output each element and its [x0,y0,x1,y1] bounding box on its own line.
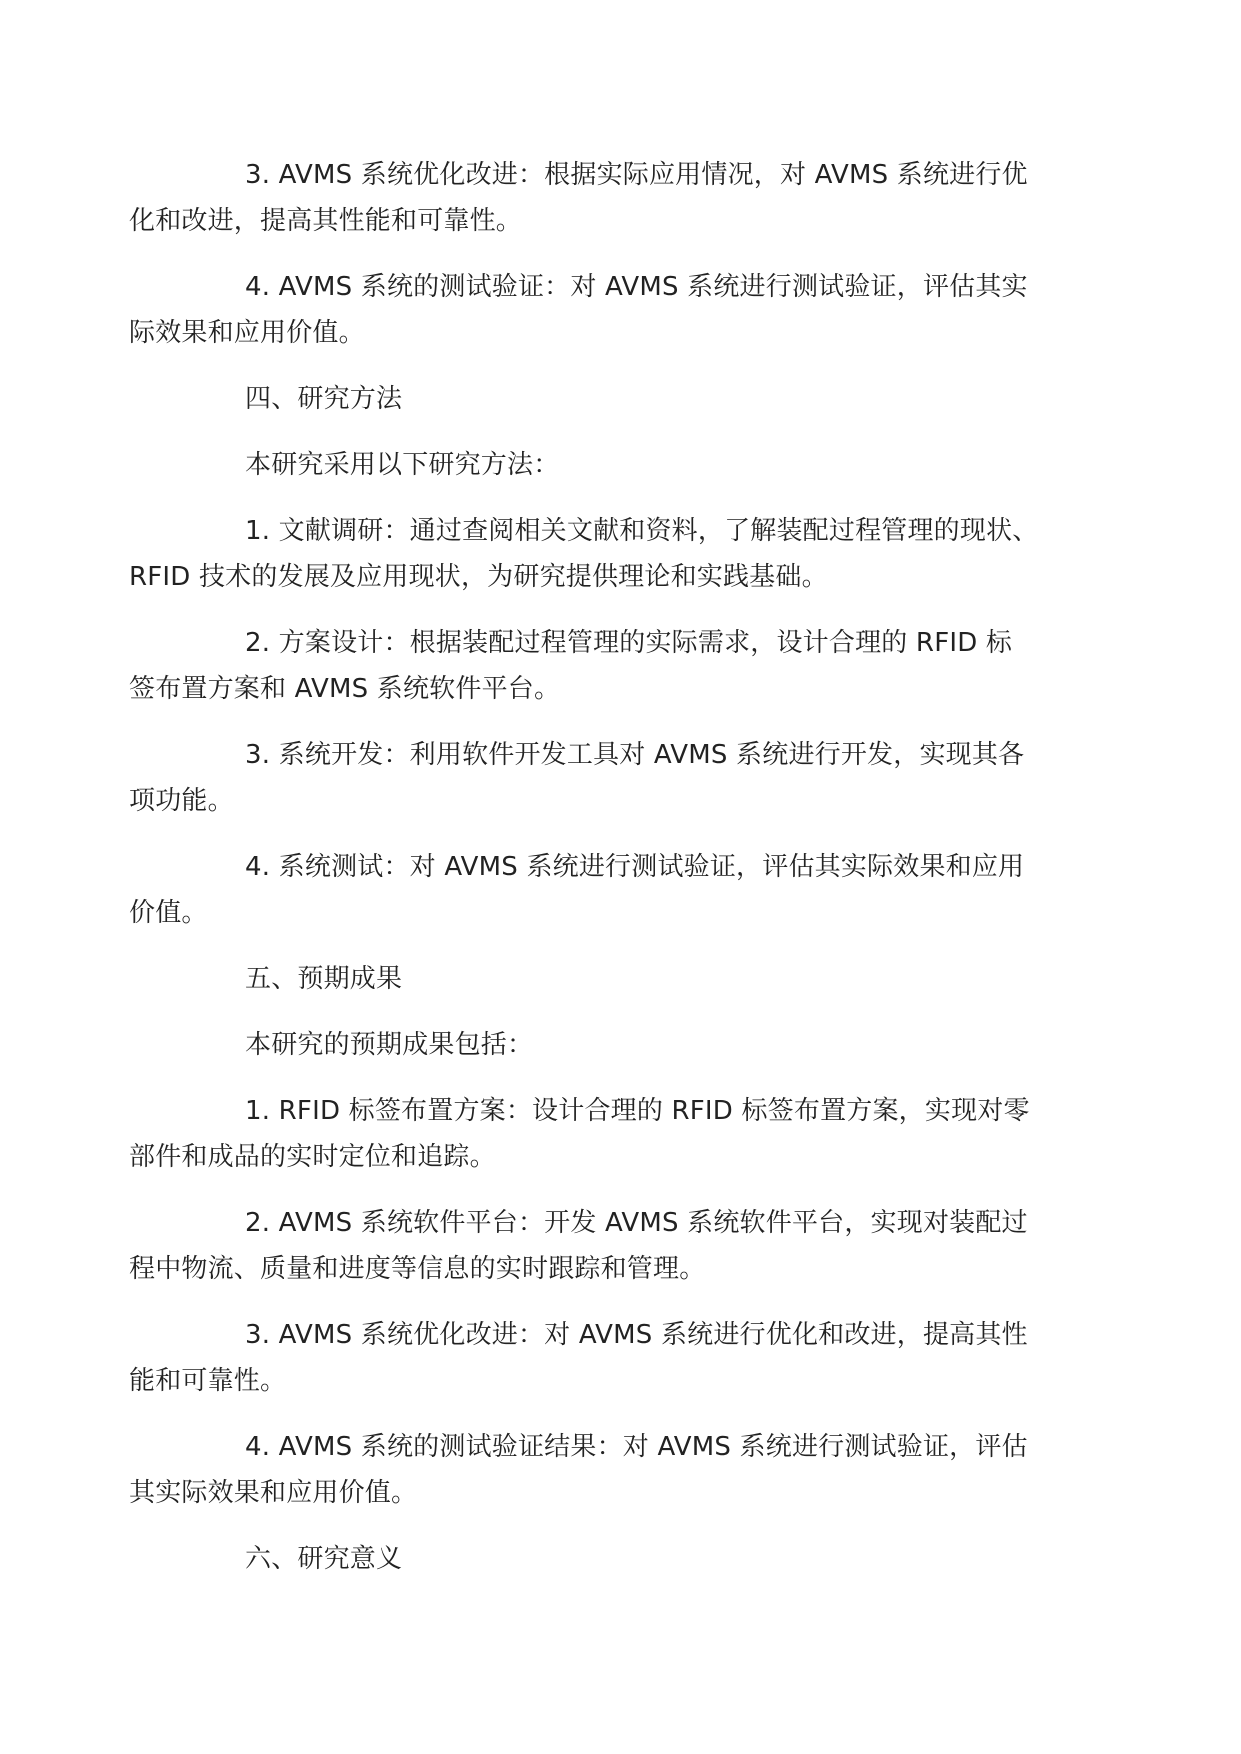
list-item-paragraph [129,1312,1087,1404]
intro-paragraph [187,1022,1087,1068]
paragraph-first-line: 六、研究意义 [245,1544,403,1574]
paragraph-first-line: 4. AVMS 系统的测试验证结果：对 AVMS 系统进行测试验证，评估 [245,1432,1028,1462]
list-item-paragraph [129,620,1087,712]
paragraph-first-line: 4. AVMS 系统的测试验证：对 AVMS 系统进行测试验证，评估其实 [245,272,1028,302]
paragraph-continuation-line: 化和改进，提高其性能和可靠性。 [129,206,523,236]
paragraph-first-line: 1. RFID 标签布置方案：设计合理的 RFID 标签布置方案，实现对零 [245,1096,1030,1126]
paragraph-continuation-line: 项功能。 [129,786,234,816]
paragraph-first-line: 3. AVMS 系统优化改进：根据实际应用情况，对 AVMS 系统进行优 [245,160,1028,190]
paragraph-first-line: 四、研究方法 [245,384,403,414]
document-body [129,152,1087,1602]
section-heading [187,956,1087,1002]
paragraph-continuation-line: 部件和成品的实时定位和追踪。 [129,1142,496,1172]
list-item-paragraph [129,732,1087,824]
paragraph-first-line: 1. 文献调研：通过查阅相关文献和资料，了解装配过程管理的现状、 [245,516,1039,546]
paragraph-continuation-line: 程中物流、质量和进度等信息的实时跟踪和管理。 [129,1254,706,1284]
list-item-paragraph [129,844,1087,936]
list-item-paragraph [129,1088,1087,1180]
intro-paragraph [187,442,1087,488]
paragraph-continuation-line: 其实际效果和应用价值。 [129,1478,418,1508]
paragraph-first-line: 4. 系统测试：对 AVMS 系统进行测试验证，评估其实际效果和应用 [245,852,1025,882]
paragraph-first-line: 3. 系统开发：利用软件开发工具对 AVMS 系统进行开发，实现其各 [245,740,1025,770]
list-item-paragraph [129,508,1087,600]
paragraph-continuation-line: 签布置方案和 AVMS 系统软件平台。 [129,674,561,704]
paragraph-first-line: 本研究采用以下研究方法： [245,450,560,480]
list-item-paragraph [129,1424,1087,1516]
paragraph-first-line: 2. AVMS 系统软件平台：开发 AVMS 系统软件平台，实现对装配过 [245,1208,1028,1238]
section-heading [187,376,1087,422]
paragraph-first-line: 五、预期成果 [245,964,403,994]
list-item-paragraph [129,152,1087,244]
list-item-paragraph [129,1200,1087,1292]
paragraph-continuation-line: 价值。 [129,898,208,928]
paragraph-continuation-line: RFID 技术的发展及应用现状，为研究提供理论和实践基础。 [129,562,828,592]
section-heading [187,1536,1087,1582]
paragraph-first-line: 本研究的预期成果包括： [245,1030,534,1060]
paragraph-continuation-line: 能和可靠性。 [129,1366,287,1396]
paragraph-continuation-line: 际效果和应用价值。 [129,318,365,348]
paragraph-first-line: 3. AVMS 系统优化改进：对 AVMS 系统进行优化和改进，提高其性 [245,1320,1028,1350]
paragraph-first-line: 2. 方案设计：根据装配过程管理的实际需求，设计合理的 RFID 标 [245,628,1013,658]
list-item-paragraph [129,264,1087,356]
